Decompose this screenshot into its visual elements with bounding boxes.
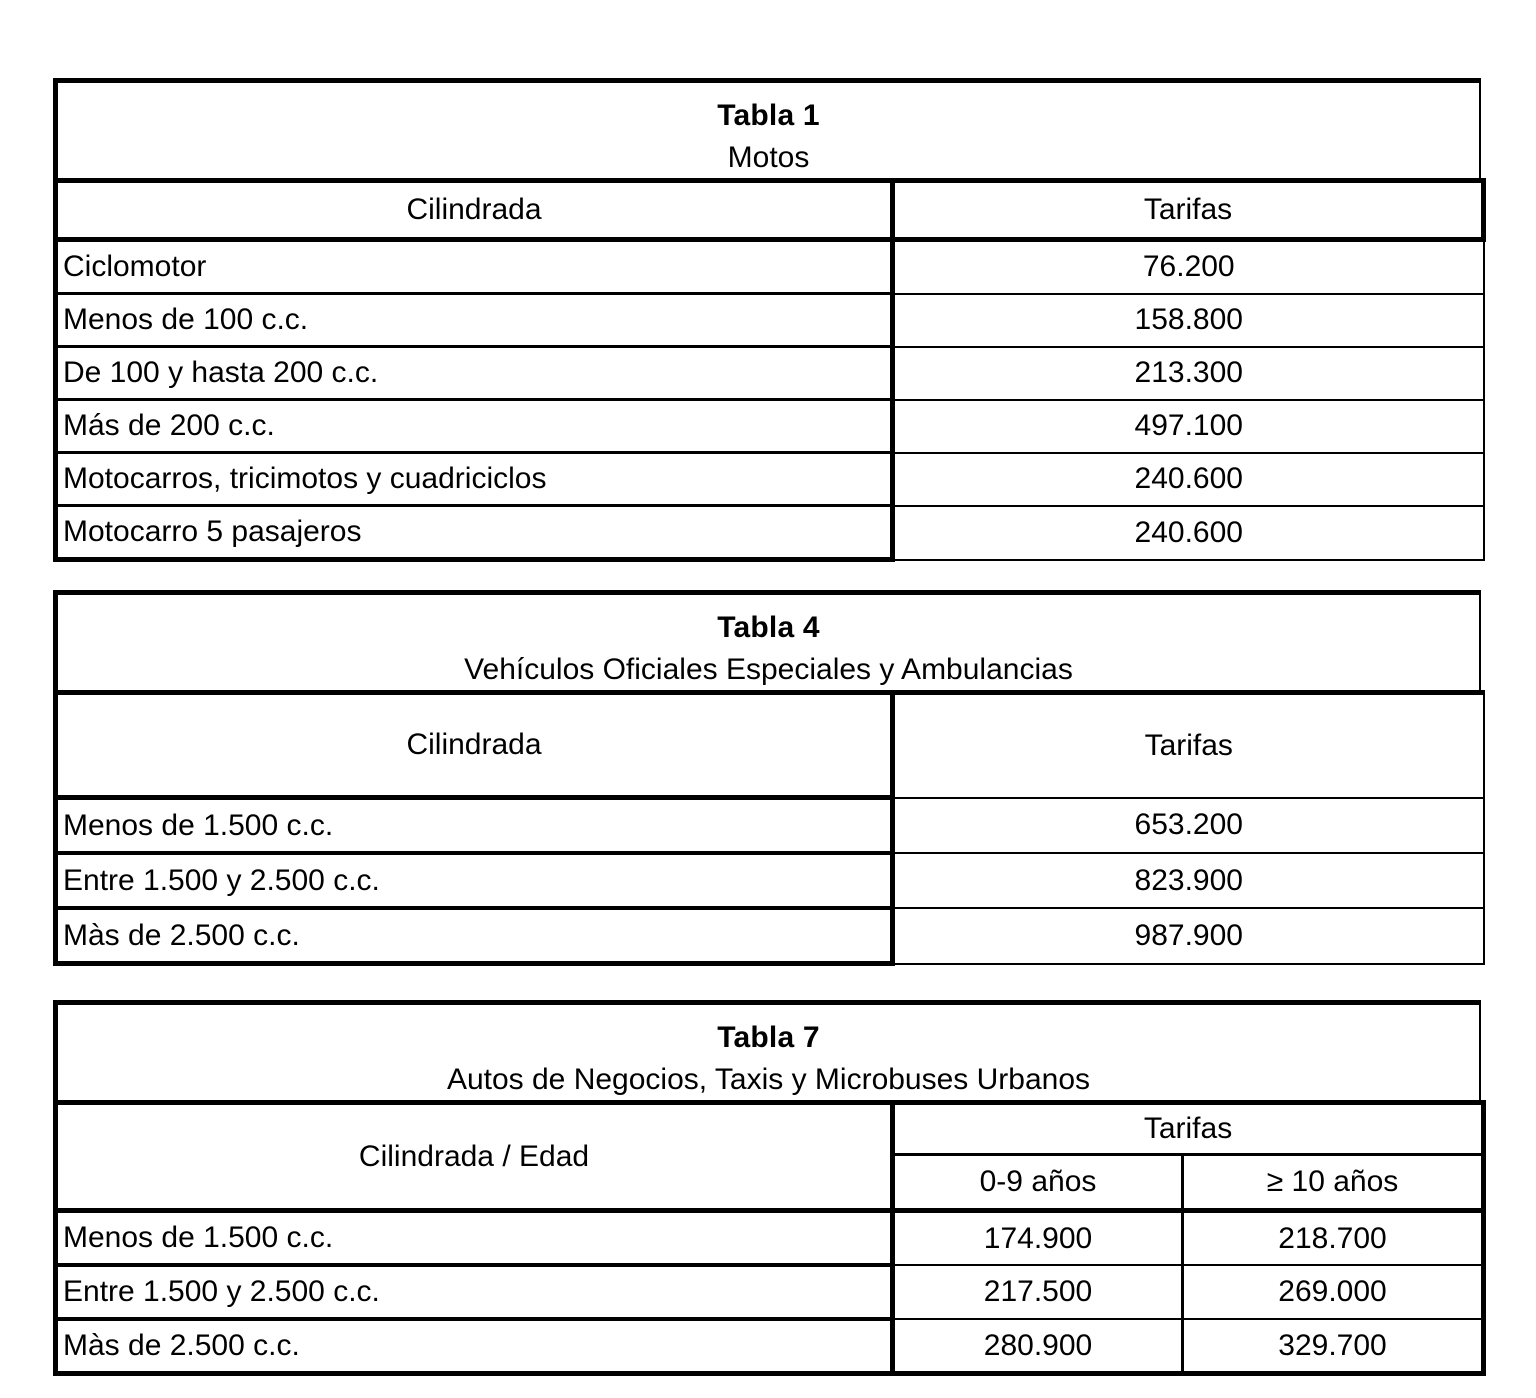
- table-row: [56, 347, 1484, 400]
- table-row: [56, 294, 1484, 347]
- table-title-band-tabla-1: [53, 78, 1481, 178]
- cell-tarifa: 76.200: [893, 240, 1484, 294]
- column-header-cilindrada: Cilindrada: [56, 693, 893, 798]
- column-header-cilindrada: Cilindrada: [56, 181, 893, 240]
- cell-cilindrada: Màs de 2.500 c.c.: [56, 908, 893, 964]
- cell-tarifa: 823.900: [893, 853, 1484, 908]
- cell-tarifa-10-plus: 269.000: [1183, 1265, 1484, 1319]
- cell-cilindrada: Motocarro 5 pasajeros: [56, 506, 893, 560]
- cell-tarifa: 158.800: [893, 294, 1484, 347]
- table-row: [56, 453, 1484, 506]
- table-row: [56, 506, 1484, 560]
- column-header-cilindrada-edad: Cilindrada / Edad: [56, 1103, 893, 1211]
- cell-cilindrada: De 100 y hasta 200 c.c.: [56, 347, 893, 400]
- cell-cilindrada-edad: Menos de 1.500 c.c.: [56, 1211, 893, 1266]
- column-header-tarifas: Tarifas: [893, 693, 1484, 798]
- cell-tarifa-0-9: 280.900: [893, 1319, 1183, 1374]
- cell-tarifa: 240.600: [893, 506, 1484, 560]
- table-header-row-group: [56, 1103, 1484, 1155]
- cell-tarifa-0-9: 174.900: [893, 1211, 1183, 1266]
- table-subtitle-tabla-7: Autos de Negocios, Taxis y Microbuses Urbanos: [446, 1063, 1091, 1096]
- cell-cilindrada: Menos de 100 c.c.: [56, 294, 893, 347]
- cell-cilindrada: Ciclomotor: [56, 240, 893, 294]
- cell-tarifa-10-plus: 218.700: [1183, 1211, 1484, 1266]
- table-row: [56, 1319, 1484, 1374]
- cell-tarifa-10-plus: 329.700: [1183, 1319, 1484, 1374]
- cell-cilindrada: Menos de 1.500 c.c.: [56, 798, 893, 854]
- table-header-row: [56, 693, 1484, 798]
- table-row: [56, 853, 1484, 908]
- cell-tarifa: 240.600: [893, 453, 1484, 506]
- table-row: [56, 1211, 1484, 1266]
- table-subtitle-tabla-1: Motos: [727, 141, 810, 174]
- cell-tarifa: 213.300: [893, 347, 1484, 400]
- cell-tarifa: 497.100: [893, 400, 1484, 453]
- cell-cilindrada: Entre 1.500 y 2.500 c.c.: [56, 853, 893, 908]
- table-row: [56, 1265, 1484, 1319]
- cell-cilindrada: Más de 200 c.c.: [56, 400, 893, 453]
- table-title-tabla-1: Tabla 1: [717, 99, 820, 132]
- column-header-tarifas: Tarifas: [893, 181, 1484, 240]
- table-row: [56, 400, 1484, 453]
- table-title-band-tabla-4: [53, 590, 1481, 690]
- table-title-tabla-7: Tabla 7: [717, 1021, 820, 1054]
- table-row: [56, 240, 1484, 294]
- cell-tarifa-0-9: 217.500: [893, 1265, 1183, 1319]
- table-row: [56, 798, 1484, 854]
- table-title-tabla-4: Tabla 4: [717, 611, 820, 644]
- cell-cilindrada-edad: Entre 1.500 y 2.500 c.c.: [56, 1265, 893, 1319]
- table-block-tabla-4: [53, 590, 1481, 952]
- table-tabla-4: [53, 690, 1485, 966]
- table-row: [56, 908, 1484, 964]
- cell-cilindrada: Motocarros, tricimotos y cuadriciclos: [56, 453, 893, 506]
- column-header-0-9-anos: 0-9 años: [893, 1155, 1183, 1211]
- table-title-band-tabla-7: [53, 1000, 1481, 1100]
- table-block-tabla-7: [53, 1000, 1481, 1362]
- cell-tarifa: 653.200: [893, 798, 1484, 854]
- column-header-tarifas-group: Tarifas: [893, 1103, 1484, 1155]
- table-tabla-1: [53, 178, 1486, 562]
- table-header-row: [56, 181, 1484, 240]
- column-header-10-plus-anos: ≥ 10 años: [1183, 1155, 1484, 1211]
- table-tabla-7: [53, 1100, 1486, 1376]
- cell-cilindrada-edad: Màs de 2.500 c.c.: [56, 1319, 893, 1374]
- table-subtitle-tabla-4: Vehículos Oficiales Especiales y Ambulancias: [464, 653, 1073, 686]
- table-block-tabla-1: [53, 78, 1481, 549]
- cell-tarifa: 987.900: [893, 908, 1484, 964]
